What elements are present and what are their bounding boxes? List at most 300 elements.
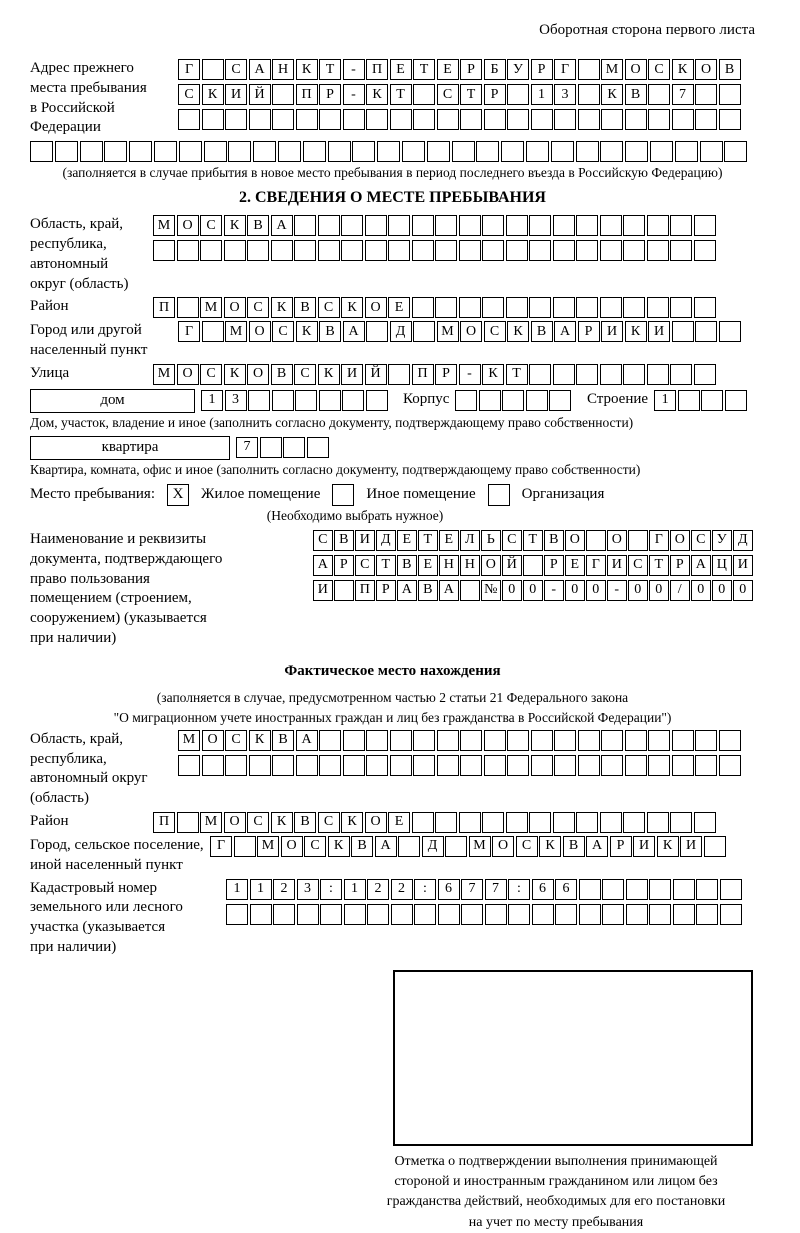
char-cell[interactable] <box>719 321 741 342</box>
char-cell[interactable]: Р <box>484 84 506 105</box>
char-cell[interactable]: О <box>177 215 199 236</box>
char-cell[interactable]: С <box>200 215 222 236</box>
char-cell[interactable] <box>377 141 400 162</box>
char-cell[interactable]: Е <box>439 530 459 551</box>
char-cell[interactable] <box>476 141 499 162</box>
char-cell[interactable] <box>479 390 501 411</box>
char-cell[interactable]: 0 <box>502 580 522 601</box>
char-cell[interactable]: А <box>343 321 365 342</box>
char-cell[interactable]: П <box>366 59 388 80</box>
char-cell[interactable]: П <box>153 297 175 318</box>
char-cell[interactable] <box>694 364 716 385</box>
char-cell[interactable] <box>553 297 575 318</box>
char-cell[interactable] <box>202 321 224 342</box>
char-cell[interactable] <box>553 364 575 385</box>
char-cell[interactable] <box>319 390 341 411</box>
char-cell[interactable] <box>388 215 410 236</box>
char-cell[interactable] <box>460 580 480 601</box>
char-cell[interactable] <box>343 730 365 751</box>
char-cell[interactable] <box>695 84 717 105</box>
char-cell[interactable] <box>249 755 271 776</box>
char-cell[interactable]: А <box>249 59 271 80</box>
char-cell[interactable]: 7 <box>461 879 483 900</box>
char-cell[interactable] <box>623 812 645 833</box>
char-cell[interactable] <box>673 879 695 900</box>
char-cell[interactable] <box>578 109 600 130</box>
char-cell[interactable] <box>650 141 673 162</box>
char-cell[interactable] <box>365 215 387 236</box>
char-cell[interactable] <box>670 215 692 236</box>
char-cell[interactable]: М <box>178 730 200 751</box>
char-cell[interactable]: О <box>460 321 482 342</box>
char-cell[interactable]: К <box>202 84 224 105</box>
char-cell[interactable] <box>578 730 600 751</box>
char-cell[interactable] <box>626 904 648 925</box>
char-cell[interactable]: Й <box>365 364 387 385</box>
char-cell[interactable] <box>367 904 389 925</box>
char-cell[interactable] <box>576 297 598 318</box>
char-cell[interactable]: М <box>257 836 279 857</box>
char-cell[interactable] <box>296 109 318 130</box>
char-cell[interactable] <box>413 730 435 751</box>
char-cell[interactable] <box>600 812 622 833</box>
char-cell[interactable]: И <box>225 84 247 105</box>
char-cell[interactable] <box>623 240 645 261</box>
char-cell[interactable]: № <box>481 580 501 601</box>
char-cell[interactable] <box>390 755 412 776</box>
char-cell[interactable] <box>673 904 695 925</box>
char-cell[interactable]: И <box>341 364 363 385</box>
char-cell[interactable] <box>272 84 294 105</box>
char-cell[interactable]: Н <box>460 555 480 576</box>
char-cell[interactable]: Р <box>376 580 396 601</box>
char-cell[interactable]: Е <box>388 297 410 318</box>
char-cell[interactable] <box>460 755 482 776</box>
char-cell[interactable]: 0 <box>565 580 585 601</box>
char-cell[interactable] <box>272 109 294 130</box>
char-cell[interactable]: Р <box>460 59 482 80</box>
char-cell[interactable]: М <box>437 321 459 342</box>
char-cell[interactable]: Е <box>388 812 410 833</box>
char-cell[interactable]: Д <box>422 836 444 857</box>
char-cell[interactable]: О <box>695 59 717 80</box>
char-cell[interactable] <box>623 364 645 385</box>
char-cell[interactable]: У <box>712 530 732 551</box>
char-cell[interactable] <box>501 141 524 162</box>
char-cell[interactable]: Г <box>210 836 232 857</box>
char-cell[interactable] <box>247 240 269 261</box>
char-cell[interactable] <box>648 730 670 751</box>
char-cell[interactable] <box>278 141 301 162</box>
char-cell[interactable]: О <box>177 364 199 385</box>
char-cell[interactable]: Р <box>578 321 600 342</box>
char-cell[interactable] <box>506 297 528 318</box>
char-cell[interactable] <box>720 879 742 900</box>
char-cell[interactable] <box>601 755 623 776</box>
char-cell[interactable]: Т <box>460 84 482 105</box>
char-cell[interactable] <box>626 879 648 900</box>
char-cell[interactable]: В <box>531 321 553 342</box>
char-cell[interactable] <box>555 904 577 925</box>
char-cell[interactable]: С <box>691 530 711 551</box>
char-cell[interactable]: 3 <box>225 390 247 411</box>
char-cell[interactable] <box>388 364 410 385</box>
char-cell[interactable]: А <box>296 730 318 751</box>
char-cell[interactable]: М <box>153 364 175 385</box>
char-cell[interactable] <box>412 215 434 236</box>
char-cell[interactable] <box>532 904 554 925</box>
char-cell[interactable]: С <box>304 836 326 857</box>
char-cell[interactable]: О <box>224 297 246 318</box>
char-cell[interactable]: 6 <box>532 879 554 900</box>
char-cell[interactable] <box>647 812 669 833</box>
char-cell[interactable] <box>427 141 450 162</box>
char-cell[interactable] <box>602 904 624 925</box>
char-cell[interactable]: О <box>625 59 647 80</box>
char-cell[interactable] <box>602 879 624 900</box>
char-cell[interactable] <box>437 755 459 776</box>
char-cell[interactable] <box>204 141 227 162</box>
char-cell[interactable] <box>482 215 504 236</box>
char-cell[interactable]: В <box>563 836 585 857</box>
stay-type-checkbox-organization[interactable] <box>488 484 510 506</box>
char-cell[interactable]: М <box>469 836 491 857</box>
char-cell[interactable] <box>551 141 574 162</box>
char-cell[interactable] <box>506 215 528 236</box>
char-cell[interactable]: О <box>481 555 501 576</box>
char-cell[interactable]: Т <box>523 530 543 551</box>
char-cell[interactable] <box>272 390 294 411</box>
char-cell[interactable]: 1 <box>250 879 272 900</box>
char-cell[interactable]: И <box>680 836 702 857</box>
char-cell[interactable]: И <box>601 321 623 342</box>
char-cell[interactable] <box>678 390 700 411</box>
char-cell[interactable] <box>529 812 551 833</box>
char-cell[interactable]: К <box>249 730 271 751</box>
char-cell[interactable] <box>484 730 506 751</box>
char-cell[interactable] <box>177 812 199 833</box>
char-cell[interactable] <box>719 755 741 776</box>
char-cell[interactable]: А <box>691 555 711 576</box>
char-cell[interactable] <box>296 755 318 776</box>
char-cell[interactable]: В <box>271 364 293 385</box>
char-cell[interactable]: Й <box>249 84 271 105</box>
char-cell[interactable]: П <box>296 84 318 105</box>
char-cell[interactable] <box>177 240 199 261</box>
char-cell[interactable]: Ь <box>481 530 501 551</box>
char-cell[interactable]: И <box>633 836 655 857</box>
char-cell[interactable] <box>600 364 622 385</box>
char-cell[interactable]: М <box>225 321 247 342</box>
char-cell[interactable] <box>647 215 669 236</box>
char-cell[interactable]: С <box>313 530 333 551</box>
char-cell[interactable] <box>670 297 692 318</box>
char-cell[interactable]: С <box>484 321 506 342</box>
char-cell[interactable] <box>459 240 481 261</box>
char-cell[interactable]: В <box>544 530 564 551</box>
char-cell[interactable]: 6 <box>555 879 577 900</box>
char-cell[interactable] <box>625 730 647 751</box>
char-cell[interactable] <box>695 321 717 342</box>
char-cell[interactable]: : <box>414 879 436 900</box>
char-cell[interactable]: С <box>502 530 522 551</box>
char-cell[interactable]: В <box>294 812 316 833</box>
char-cell[interactable] <box>523 555 543 576</box>
char-cell[interactable]: И <box>313 580 333 601</box>
char-cell[interactable]: К <box>328 836 350 857</box>
char-cell[interactable] <box>600 141 623 162</box>
char-cell[interactable] <box>506 240 528 261</box>
char-cell[interactable] <box>529 215 551 236</box>
char-cell[interactable] <box>724 141 747 162</box>
char-cell[interactable]: Е <box>390 59 412 80</box>
char-cell[interactable]: И <box>355 530 375 551</box>
char-cell[interactable] <box>675 141 698 162</box>
char-cell[interactable]: С <box>225 730 247 751</box>
char-cell[interactable]: К <box>366 84 388 105</box>
char-cell[interactable]: Р <box>544 555 564 576</box>
char-cell[interactable] <box>319 755 341 776</box>
char-cell[interactable] <box>694 297 716 318</box>
char-cell[interactable] <box>704 836 726 857</box>
char-cell[interactable]: 2 <box>367 879 389 900</box>
char-cell[interactable] <box>228 141 251 162</box>
char-cell[interactable] <box>695 109 717 130</box>
char-cell[interactable] <box>672 755 694 776</box>
char-cell[interactable] <box>459 215 481 236</box>
char-cell[interactable]: К <box>601 84 623 105</box>
char-cell[interactable] <box>508 904 530 925</box>
char-cell[interactable] <box>248 390 270 411</box>
char-cell[interactable] <box>437 730 459 751</box>
char-cell[interactable]: 3 <box>554 84 576 105</box>
char-cell[interactable] <box>459 812 481 833</box>
char-cell[interactable]: С <box>628 555 648 576</box>
char-cell[interactable] <box>398 836 420 857</box>
char-cell[interactable] <box>647 240 669 261</box>
char-cell[interactable] <box>670 240 692 261</box>
char-cell[interactable] <box>648 755 670 776</box>
char-cell[interactable] <box>586 530 606 551</box>
char-cell[interactable]: К <box>341 812 363 833</box>
char-cell[interactable]: 2 <box>273 879 295 900</box>
char-cell[interactable] <box>695 730 717 751</box>
char-cell[interactable]: Т <box>390 84 412 105</box>
char-cell[interactable]: В <box>625 84 647 105</box>
char-cell[interactable]: Ц <box>712 555 732 576</box>
char-cell[interactable]: Е <box>397 530 417 551</box>
char-cell[interactable] <box>272 755 294 776</box>
char-cell[interactable] <box>297 904 319 925</box>
char-cell[interactable]: К <box>539 836 561 857</box>
char-cell[interactable] <box>502 390 524 411</box>
char-cell[interactable] <box>202 59 224 80</box>
char-cell[interactable] <box>249 109 271 130</box>
char-cell[interactable]: М <box>601 59 623 80</box>
char-cell[interactable] <box>413 109 435 130</box>
char-cell[interactable] <box>414 904 436 925</box>
char-cell[interactable]: Г <box>586 555 606 576</box>
char-cell[interactable]: К <box>482 364 504 385</box>
char-cell[interactable] <box>341 240 363 261</box>
char-cell[interactable] <box>507 755 529 776</box>
char-cell[interactable]: Е <box>565 555 585 576</box>
char-cell[interactable]: 0 <box>712 580 732 601</box>
char-cell[interactable] <box>460 730 482 751</box>
char-cell[interactable] <box>177 297 199 318</box>
char-cell[interactable]: 2 <box>391 879 413 900</box>
char-cell[interactable]: К <box>341 297 363 318</box>
char-cell[interactable]: Н <box>272 59 294 80</box>
char-cell[interactable] <box>554 109 576 130</box>
char-cell[interactable]: С <box>247 812 269 833</box>
char-cell[interactable] <box>303 141 326 162</box>
char-cell[interactable] <box>579 879 601 900</box>
char-cell[interactable] <box>366 109 388 130</box>
char-cell[interactable] <box>391 904 413 925</box>
char-cell[interactable]: В <box>719 59 741 80</box>
char-cell[interactable]: В <box>334 530 354 551</box>
char-cell[interactable]: Т <box>376 555 396 576</box>
char-cell[interactable] <box>366 755 388 776</box>
char-cell[interactable]: С <box>200 364 222 385</box>
char-cell[interactable]: Д <box>390 321 412 342</box>
char-cell[interactable] <box>437 109 459 130</box>
char-cell[interactable]: А <box>313 555 333 576</box>
char-cell[interactable] <box>412 297 434 318</box>
char-cell[interactable]: Г <box>554 59 576 80</box>
char-cell[interactable] <box>625 755 647 776</box>
char-cell[interactable] <box>390 730 412 751</box>
char-cell[interactable] <box>234 836 256 857</box>
char-cell[interactable] <box>553 215 575 236</box>
char-cell[interactable] <box>452 141 475 162</box>
char-cell[interactable]: 6 <box>438 879 460 900</box>
char-cell[interactable] <box>343 109 365 130</box>
char-cell[interactable]: М <box>200 812 222 833</box>
char-cell[interactable]: К <box>296 59 318 80</box>
char-cell[interactable]: Т <box>413 59 435 80</box>
char-cell[interactable] <box>720 904 742 925</box>
char-cell[interactable]: С <box>355 555 375 576</box>
char-cell[interactable] <box>719 730 741 751</box>
char-cell[interactable] <box>104 141 127 162</box>
char-cell[interactable] <box>319 109 341 130</box>
char-cell[interactable] <box>694 240 716 261</box>
char-cell[interactable] <box>648 84 670 105</box>
char-cell[interactable]: : <box>320 879 342 900</box>
char-cell[interactable]: В <box>272 730 294 751</box>
char-cell[interactable] <box>694 812 716 833</box>
char-cell[interactable]: Г <box>649 530 669 551</box>
char-cell[interactable]: - <box>607 580 627 601</box>
char-cell[interactable] <box>719 109 741 130</box>
char-cell[interactable] <box>179 141 202 162</box>
char-cell[interactable]: А <box>439 580 459 601</box>
char-cell[interactable]: С <box>225 59 247 80</box>
char-cell[interactable] <box>435 297 457 318</box>
char-cell[interactable]: Р <box>319 84 341 105</box>
char-cell[interactable] <box>412 812 434 833</box>
char-cell[interactable]: М <box>200 297 222 318</box>
char-cell[interactable]: Р <box>334 555 354 576</box>
char-cell[interactable] <box>484 755 506 776</box>
stay-type-checkbox-residential[interactable]: X <box>167 484 189 506</box>
char-cell[interactable] <box>388 240 410 261</box>
char-cell[interactable] <box>600 215 622 236</box>
char-cell[interactable]: В <box>294 297 316 318</box>
char-cell[interactable]: С <box>294 364 316 385</box>
char-cell[interactable]: С <box>247 297 269 318</box>
char-cell[interactable] <box>482 297 504 318</box>
char-cell[interactable] <box>283 437 305 458</box>
char-cell[interactable]: Д <box>733 530 753 551</box>
char-cell[interactable]: 0 <box>628 580 648 601</box>
char-cell[interactable] <box>648 109 670 130</box>
char-cell[interactable]: О <box>607 530 627 551</box>
char-cell[interactable] <box>461 904 483 925</box>
char-cell[interactable]: Г <box>178 321 200 342</box>
char-cell[interactable] <box>482 812 504 833</box>
char-cell[interactable] <box>320 904 342 925</box>
char-cell[interactable] <box>226 904 248 925</box>
char-cell[interactable]: Р <box>435 364 457 385</box>
char-cell[interactable]: 1 <box>344 879 366 900</box>
char-cell[interactable] <box>531 109 553 130</box>
char-cell[interactable] <box>224 240 246 261</box>
char-cell[interactable]: С <box>516 836 538 857</box>
char-cell[interactable] <box>342 390 364 411</box>
char-cell[interactable]: П <box>412 364 434 385</box>
char-cell[interactable]: Т <box>506 364 528 385</box>
char-cell[interactable] <box>202 109 224 130</box>
char-cell[interactable]: 0 <box>691 580 711 601</box>
char-cell[interactable] <box>412 240 434 261</box>
char-cell[interactable]: И <box>648 321 670 342</box>
char-cell[interactable]: К <box>296 321 318 342</box>
char-cell[interactable]: 1 <box>201 390 223 411</box>
char-cell[interactable]: Й <box>502 555 522 576</box>
char-cell[interactable]: О <box>224 812 246 833</box>
stay-type-checkbox-other[interactable] <box>332 484 354 506</box>
char-cell[interactable] <box>485 904 507 925</box>
char-cell[interactable]: Т <box>319 59 341 80</box>
char-cell[interactable] <box>507 84 529 105</box>
char-cell[interactable]: - <box>459 364 481 385</box>
char-cell[interactable]: И <box>607 555 627 576</box>
char-cell[interactable]: - <box>343 59 365 80</box>
char-cell[interactable] <box>672 109 694 130</box>
char-cell[interactable] <box>696 879 718 900</box>
char-cell[interactable] <box>455 390 477 411</box>
char-cell[interactable] <box>695 755 717 776</box>
char-cell[interactable] <box>344 904 366 925</box>
char-cell[interactable]: О <box>565 530 585 551</box>
char-cell[interactable] <box>55 141 78 162</box>
char-cell[interactable] <box>460 109 482 130</box>
char-cell[interactable] <box>649 879 671 900</box>
char-cell[interactable] <box>200 240 222 261</box>
char-cell[interactable] <box>553 240 575 261</box>
char-cell[interactable]: : <box>508 879 530 900</box>
char-cell[interactable]: О <box>365 297 387 318</box>
char-cell[interactable]: Д <box>376 530 396 551</box>
char-cell[interactable] <box>672 730 694 751</box>
char-cell[interactable] <box>153 240 175 261</box>
char-cell[interactable]: А <box>554 321 576 342</box>
char-cell[interactable] <box>576 812 598 833</box>
char-cell[interactable] <box>549 390 571 411</box>
